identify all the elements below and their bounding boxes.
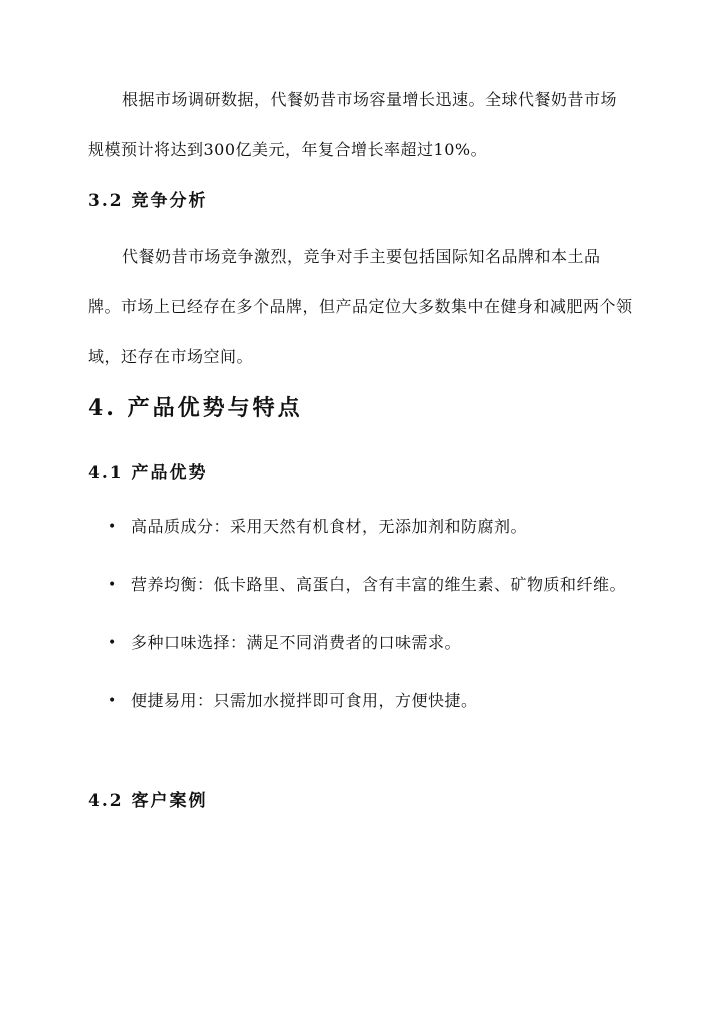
advantages-list: [88, 503, 633, 735]
competition-paragraph: 代餐奶昔市场竞争激烈，竞争对手主要包括国际知名品牌和本土品牌。市场上已经存在多个品牌，但产品定位大多数集中在健身和减肥两个领域，还存在市场空间。: [88, 247, 633, 366]
bullet-icon: •: [108, 577, 117, 593]
advantages-heading: 4.1 产品优势: [88, 463, 208, 483]
bullet-icon: •: [108, 635, 117, 651]
list-item: [88, 503, 633, 551]
list-item: [88, 677, 633, 725]
advantages-section-title: 4. 产品优势与特点: [88, 395, 303, 421]
bullet-icon: •: [108, 519, 117, 535]
advantage-text: 便捷易用：只需加水搅拌即可食用，方便快捷。: [131, 691, 478, 710]
bullet-icon: •: [108, 693, 117, 709]
advantage-text: 高品质成分：采用天然有机食材，无添加剂和防腐剂。: [131, 517, 528, 536]
market-size-paragraph: 根据市场调研数据，代餐奶昔市场容量增长迅速。全球代餐奶昔市场规模预计将达到300亿美元，年复合增长率超过10%。: [88, 90, 618, 159]
advantage-text: 营养均衡：低卡路里、高蛋白，含有丰富的维生素、矿物质和纤维。: [131, 575, 627, 594]
advantage-text: 多种口味选择：满足不同消费者的口味需求。: [131, 633, 462, 652]
list-item: [88, 561, 633, 609]
list-item: [88, 619, 633, 667]
competition-heading: 3.2 竞争分析: [88, 191, 208, 211]
cases-heading: 4.2 客户案例: [88, 791, 208, 811]
